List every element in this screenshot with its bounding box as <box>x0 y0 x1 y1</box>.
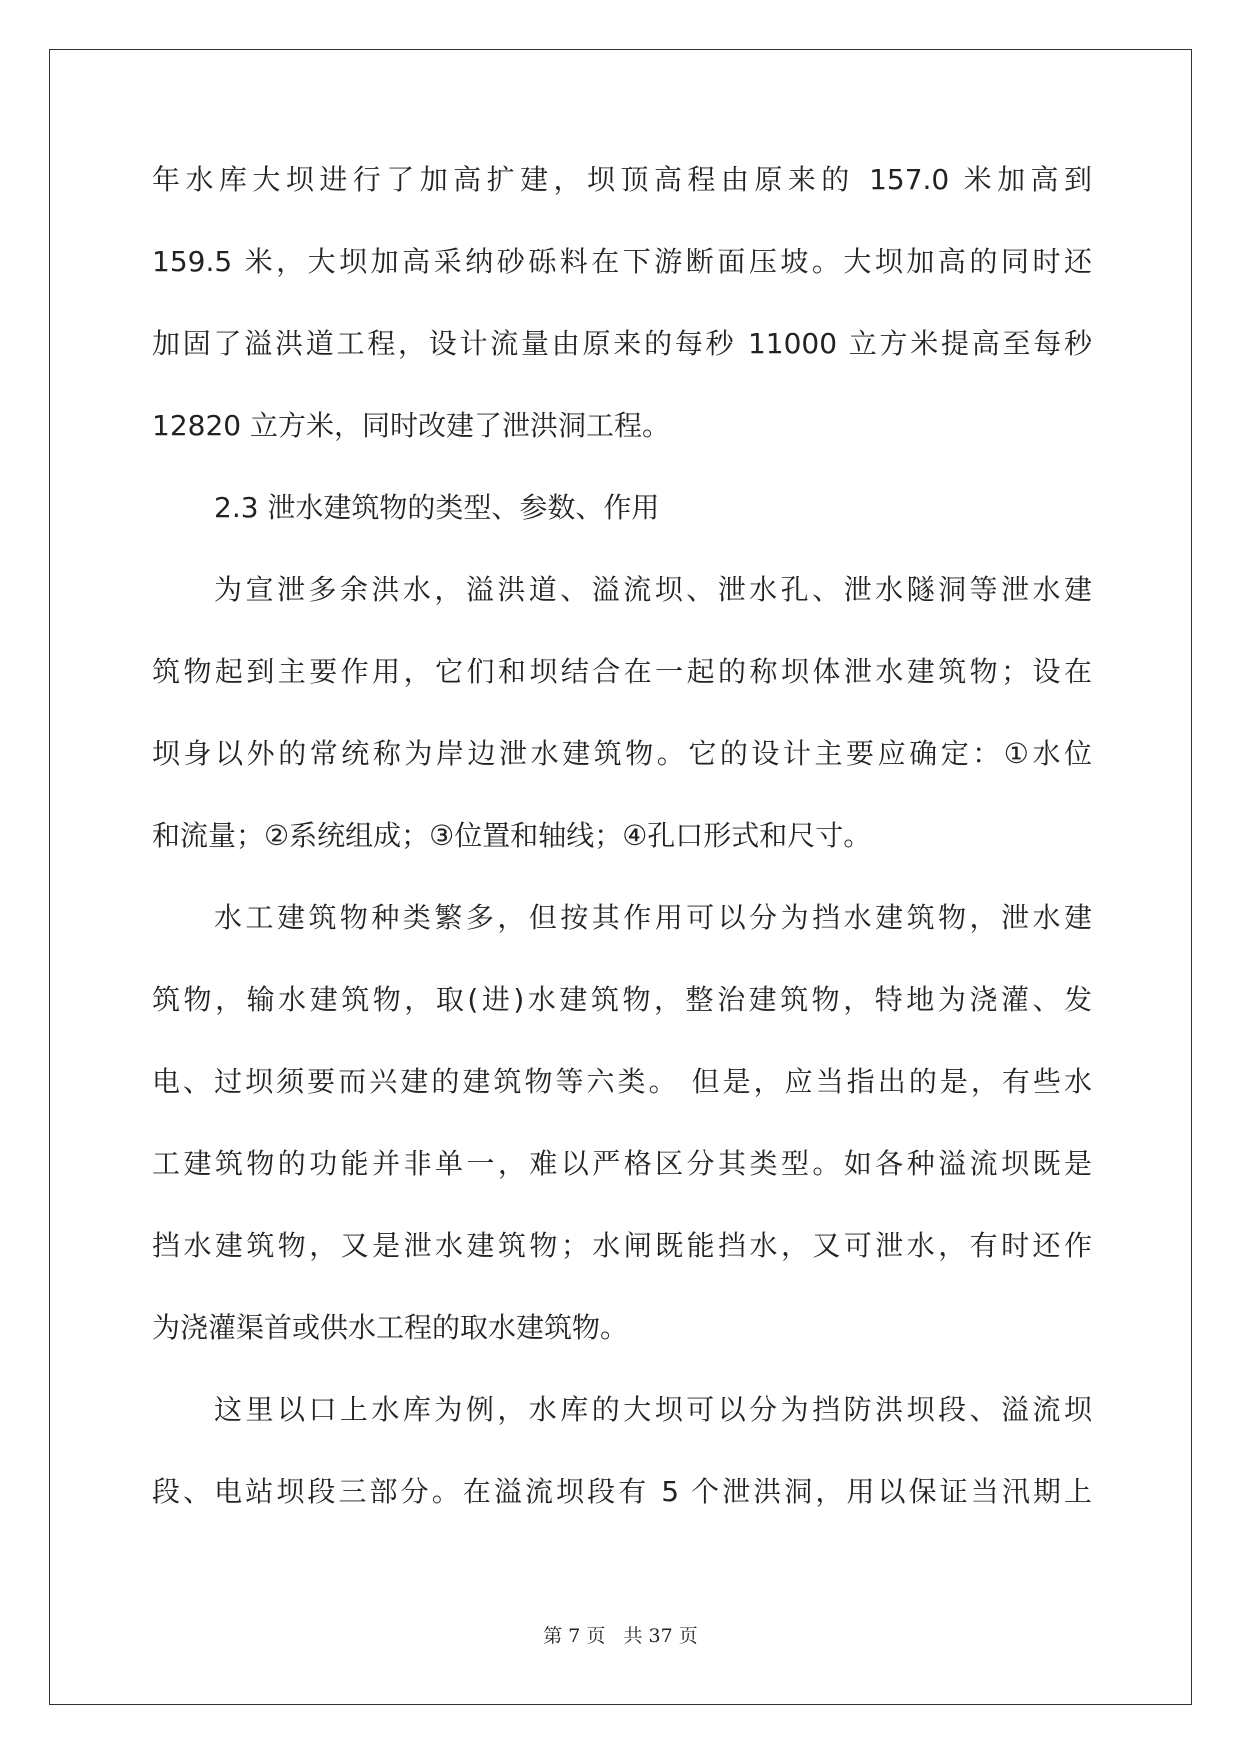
paragraph-line: 159.5 米，大坝加高采纳砂砾料在下游断面压坡。大坝加高的同时还 <box>152 245 1092 278</box>
paragraph-line: 和流量；②系统组成；③位置和轴线；④孔口形式和尺寸。 <box>152 819 872 852</box>
paragraph-line: 为浇灌渠首或供水工程的取水建筑物。 <box>152 1311 629 1344</box>
page-number-current: 第 7 页 <box>543 1625 606 1647</box>
paragraph-line: 年水库大坝进行了加高扩建，坝顶高程由原来的 157.0 米加高到 <box>152 163 1092 196</box>
paragraph-line: 筑物，输水建筑物，取(进)水建筑物，整治建筑物，特地为浇灌、发 <box>152 983 1092 1016</box>
paragraph-line: 工建筑物的功能并非单一，难以严格区分其类型。如各种溢流坝既是 <box>152 1147 1092 1180</box>
paragraph-line: 12820 立方米，同时改建了泄洪洞工程。 <box>152 409 670 442</box>
paragraph-line: 水工建筑物种类繁多，但按其作用可以分为挡水建筑物，泄水建 <box>214 901 1092 934</box>
document-body <box>152 158 1092 1552</box>
page-footer <box>0 1621 1241 1648</box>
paragraph-line: 挡水建筑物，又是泄水建筑物；水闸既能挡水，又可泄水，有时还作 <box>152 1229 1092 1262</box>
paragraph-line: 为宣泄多余洪水，溢洪道、溢流坝、泄水孔、泄水隧洞等泄水建 <box>214 573 1092 606</box>
paragraph-line: 这里以口上水库为例，水库的大坝可以分为挡防洪坝段、溢流坝 <box>214 1393 1092 1426</box>
paragraph-line: 段、电站坝段三部分。在溢流坝段有 5 个泄洪洞，用以保证当汛期上 <box>152 1475 1092 1508</box>
page-number-total: 共 37 页 <box>623 1625 698 1647</box>
paragraph-line: 筑物起到主要作用，它们和坝结合在一起的称坝体泄水建筑物；设在 <box>152 655 1092 688</box>
paragraph-line: 坝身以外的常统称为岸边泄水建筑物。它的设计主要应确定：①水位 <box>152 737 1092 770</box>
section-heading: 2.3 泄水建筑物的类型、参数、作用 <box>214 491 660 524</box>
paragraph-line: 加固了溢洪道工程，设计流量由原来的每秒 11000 立方米提高至每秒 <box>152 327 1092 360</box>
paragraph-line: 电、过坝须要而兴建的建筑物等六类。 但是，应当指出的是，有些水 <box>152 1065 1092 1098</box>
